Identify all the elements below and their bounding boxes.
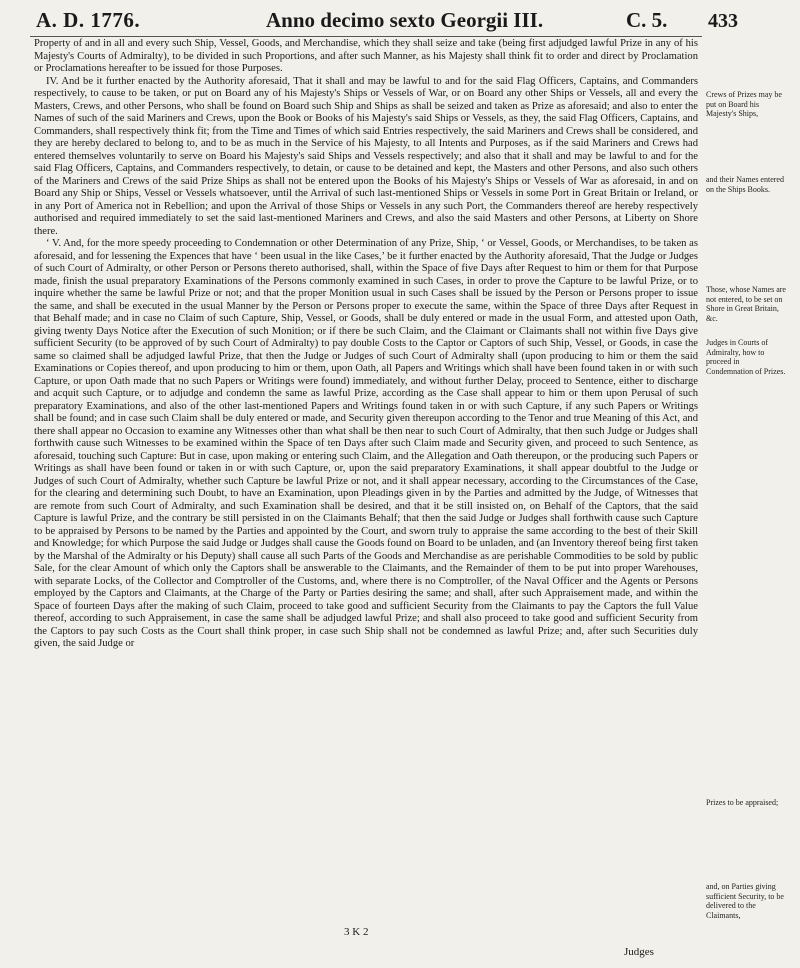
margin-note: Prizes to be appraised;	[706, 798, 779, 807]
margin-note: Judges in Courts of Admiralty, how to proceed in Condemnation of Prizes.	[706, 338, 786, 376]
paragraph-section-iv: IV. And be it further enacted by the Authority aforesaid, That it shall and may be lawful to and for the said Flag Officers, Captains, and Commanders respectively, to cause to be taken, or put on Board any of his Majesty's Ships or Vessels of War, or on Board any other Ships or Vessels, all and every the Masters, Crews, and other Persons, who shall be found on Board such Ship and Ships as shall be seized and taken as Prize as aforesaid; and also to enter the Names of such of the said Mariners and Crews, upon the Book or Books of his Majesty's said Ships or Vessels, as they, the said Flag Officers, Captains, and Commanders, shall respectively think fit; from the Time and Times of which said Entries respectively, the said Mariners and Crews shall be considered, and they are hereby declared to belong to, and to be as much in the Service of his Majesty, to all Intents and Purposes, as if the said Mariners and Crews had entered themselves voluntarily to serve on Board his Majesty's said Ships and Vessels respectively; and also that it shall and may be lawful to and for the said Flag Officers, Captains, and Commanders respectively, to detain, or cause to be detained and kept, the Masters and other Persons, and also such others of the Mariners and Crews of the said Prize Ships as shall not be entered upon the Books of his Majesty's Ships or Vessels of War as aforesaid, in and on Board any Ship or Ships, Vessel or Vessels whatsoever, until the Arrival of such last-mentioned Ships or Vessels in some Port in Great Britain or Ireland, or in any Port of America not in Rebellion; and upon the Arrival of those Ships or Vessels in any such Port, the Commanders thereof are hereby respectively authorised and required immediately to set the said last-mentioned Mariners and Crews, and also the said Masters and other Persons, at Liberty on Shore there.	[34, 75, 698, 237]
signature-mark: 3 K 2	[344, 926, 369, 938]
margin-note: and, on Parties giving sufficient Security, to be delivered to the Claimants,	[706, 882, 784, 920]
header-rule	[30, 36, 702, 37]
header-title: Anno decimo sexto Georgii III.	[266, 8, 544, 32]
header-year: A. D. 1776.	[36, 8, 141, 32]
page-header	[30, 4, 770, 36]
paragraph-section-v: ‘ V. And, for the more speedy proceeding to Condemnation or other Determination of any Prize, Ship, ‘ or Vessel, Goods, or Merchandises, to be taken as aforesaid, and for lessening the Expences that have ‘ been usual in the like Cases,’ be it further enacted by the Authority aforesaid, That the Judge or Judges of such Court of Admiralty, or other Person or Persons thereto authorised, shall, within the Space of five Days after Request to him or them for that Purpose made, finish the usual preparatory Examinations of the Persons commonly examined in such Cases, in order to prove the Capture to be lawful Prize, or to inquire whether the same be lawful Prize or not; and that the proper Monition usual in such Cases shall be issued by the Person or Persons proper to issue the same, and shall be executed in the usual Manner by the Person or Persons proper to execute the same, within the Space of three Days after Request in that Behalf made; and in case no Claim of such Capture, Ship, Vessel, or Goods, shall be duly entered or made in the usual Form, and attested upon Oath, giving twenty Days Notice after the Execution of such Monition; or if there be such Claim, and the Claimant or Claimants shall not within five Days give sufficient Security (to be approved of by such Court of Admiralty) to pay double Costs to the Captor or Captors of such Ship, Vessel, or Goods, in case the same so claimed shall be adjudged lawful Prize, that then the Judge or Judges of such Court of Admiralty shall (upon producing to him or them the said Examinations or Copies thereof, and upon producing to him or them, upon Oath, all Papers and Writings which shall have been found taken in or with such Capture, or upon Oath made that no such Papers or Writings were found) immediately, and without further Delay, proceed to Sentence, either to discharge and acquit such Capture, or to adjudge and condemn the same as lawful Prize, according as the Case shall appear to him or them upon Perusal of such preparatory Examinations, and also of the other last-mentioned Papers and Writings found taken in or with such Capture, if any such Papers or Writings shall be found; and in case such Claim shall be duly entered or made, and Security given thereupon according to the Tenor and true Meaning of this Act, and there shall appear no Occasion to examine any Witnesses other than what shall be then near to such Court of Admiralty, that then such Judge or Judges shall forthwith cause such Witnesses to be examined within the Space of ten Days after such Claim made and Security given, and proceed to such Sentence, as aforesaid, touching such Capture: But in case, upon making or entering such Claim, and the Allegation and Oath thereupon, or the producing such Papers or Writings as shall have been found or taken in or with such Capture, or, upon the said preparatory Examinations, it shall appear doubtful to the Judge or Judges of such Court of Admiralty, whether such Capture be lawful Prize or not, and it shall appear necessary, according to the Circumstances of the Case, for the clearing and determining such Doubt, to have an Examination, upon Pleadings given in by the Parties and admitted by the Judge, of Witnesses that are remote from such Court of Admiralty, and such Examination shall be desired, and that it be still insisted on, on Behalf of the Captors, that the said Capture is lawful Prize, and the contrary be still persisted in on the Claimants Behalf; that then the said Judge or Judges shall forthwith cause such Capture to be appraised by Persons to be named by the Parties and appointed by the Court, and sworn truly to appraise the same according to the best of their Skill and Knowledge; for which Purpose the said Judge or Judges shall cause the Goods found on Board to be unladen, and (an Inventory thereof being first taken by the Marshal of the Admiralty or his Deputy) shall cause all such Parts of the Goods and Merchandise as are perishable Commodities to be sold by public Sale, for the clear Amount of which only the Captors shall be answerable to the Claimants, and the Remainder of them to be put into proper Warehouses, with separate Locks, of the Collector and Comptroller of the Customs, and, where there is no Comptroller, of the Naval Officer and the Agents or Persons employed by the Captors and Claimants, at the Charge of the Party or Parties desiring the same; and shall, after such Appraisement made, and within the Space of fourteen Days after the making of such Claim, proceed to take good and sufficient Security from the Claimants to pay the Captors the full Value thereof, according to such Appraisement, in case the same shall be adjudged lawful Prize; and shall also proceed to take good and sufficient Security from the Captors to pay such Costs as the Court shall think proper, in case such Ship shall not be condemned as lawful Prize; and, after such Securities duly given, the said Judge or	[34, 238, 699, 649]
margin-note: Crews of Prizes may be put on Board his Majesty's Ships,	[706, 90, 782, 119]
margin-note: and their Names entered on the Ships Books.	[706, 175, 784, 194]
catchword: Judges	[624, 946, 654, 958]
header-page-number: 433	[708, 10, 738, 32]
statute-body	[34, 38, 698, 651]
margin-note: Those, whose Names are not entered, to be set on Shore in Great Britain, &c.	[706, 285, 786, 323]
paragraph-continuation: Property of and in all and every such Ship, Vessel, Goods, and Merchandise, which they shall seize and take (being first adjudged lawful Prize in any of his Majesty's Courts of Admiralty), to be divided in such Proportions, and after such Manner, as his Majesty shall think fit to order and direct by Proclamation or Proclamations hereafter to be issued for those Purposes.	[34, 38, 698, 74]
header-chapter: C. 5.	[626, 8, 668, 32]
